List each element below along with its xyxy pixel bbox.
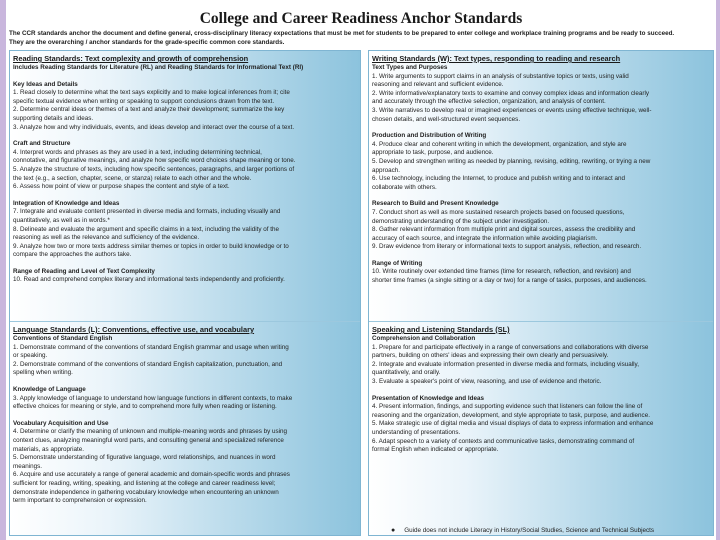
standard-line: 4. Produce clear and coherent writing in which the development, organization, and style are [372, 140, 627, 148]
standard-line: shorter time frames (a single sitting or a day or two) for a range of tasks, purposes, and audiences. [372, 277, 647, 285]
standard-line: 2. Integrate and evaluate information presented in diverse media and formats, including visually, [372, 360, 639, 368]
standard-line: 3. Apply knowledge of language to understand how language functions in different contexts, to make [13, 394, 293, 402]
standard-line: 4. Present information, findings, and supporting evidence such that listeners can follow the line of [372, 403, 643, 411]
standard-line: meanings. [13, 462, 43, 470]
standard-line: 10. Write routinely over extended time frames (time for research, reflection, and revision) and [372, 268, 631, 276]
standard-line: 6. Acquire and use accurately a range of general academic and domain-specific words and phrases [13, 471, 290, 479]
standard-line: reasoning as well as the relevance and sufficiency of the evidence. [13, 234, 200, 242]
writing-group-production [372, 132, 710, 192]
reading-group-craft [13, 140, 357, 192]
standard-line: 8. Delineate and evaluate the argument and specific claims in a text, including the validity of the [13, 225, 280, 233]
standard-line: 6. Adapt speech to a variety of contexts and communicative tasks, demonstrating command of [372, 437, 635, 445]
standard-line: effective choices for meaning or style, and to comprehend more fully when reading or listening. [13, 403, 277, 411]
group-title: Range of Reading and Level of Text Complexity [13, 267, 155, 275]
writing-group-text-types [372, 64, 710, 124]
standard-line: demonstrate independence in gathering vocabulary knowledge when encountering an unknown [13, 488, 279, 496]
standard-line: 5. Make strategic use of digital media and visual displays of data to express information and enhance [372, 420, 654, 428]
speaking-section [369, 325, 713, 455]
group-title: Conventions of Standard English [13, 335, 113, 342]
standard-line: reasoning and relevant and sufficient evidence. [372, 81, 504, 89]
reading-group-range [13, 268, 357, 285]
speaking-group-presentation [372, 395, 710, 455]
standard-line: 2. Write informative/explanatory texts to examine and convey complex ideas and information clearly [372, 89, 650, 97]
standard-line: context clues, analyzing meaningful word parts, and consulting general and specialized reference [13, 436, 284, 444]
group-title: Text Types and Purposes [372, 64, 448, 71]
speaking-group-comprehension [372, 335, 710, 387]
group-title: Presentation of Knowledge and Ideas [372, 394, 484, 402]
standard-line: partners, building on others' ideas and expressing their own clearly and persuasively. [372, 352, 609, 360]
intro-line: They are the overarching / anchor standards for the grade-specific common core standards. [9, 38, 285, 46]
standard-line: 3. Evaluate a speaker's point of view, reasoning, and use of evidence and rhetoric. [372, 377, 602, 385]
group-title: Production and Distribution of Writing [372, 132, 487, 140]
standard-line: demonstrating understanding of the subject under investigation. [372, 217, 550, 225]
footnote [391, 527, 654, 534]
standard-line: reasoning and the organization, development, and style appropriate to task, purpose, and audience. [372, 411, 650, 419]
standard-line: quantitatively, and orally. [372, 369, 441, 377]
right-column [368, 50, 714, 536]
standard-line: 10. Read and comprehend complex literary and informational texts independently and proficiently. [13, 276, 285, 284]
writing-section [369, 54, 713, 286]
standard-line: supporting details and ideas. [13, 114, 94, 122]
standard-line: connotative, and figurative meanings, and analyze how specific word choices shape meaning or tone. [13, 157, 296, 165]
standard-line: formal English when indicated or appropriate. [372, 446, 499, 454]
standard-line: 9. Draw evidence from literary or informational texts to support analysis, reflection, and research. [372, 243, 642, 251]
footnote-text: Guide does not include Literacy in History/Social Studies, Science and Technical Subjects [404, 527, 655, 534]
writing-heading: Writing Standards (W): Text types, responding to reading and research [372, 54, 621, 63]
standard-line: 4. Determine or clarify the meaning of unknown and multiple-meaning words and phrases by using [13, 428, 288, 436]
group-title: Integration of Knowledge and Ideas [13, 199, 120, 207]
standard-line: 6. Assess how point of view or purpose shapes the content and style of a text. [13, 183, 230, 191]
language-group-vocabulary [13, 420, 357, 506]
standard-line: accuracy of each source, and integrate the information while avoiding plagiarism. [372, 234, 598, 242]
standard-line: 5. Analyze the structure of texts, including how specific sentences, paragraphs, and larger portions of [13, 165, 295, 173]
standard-line: collaborate with others. [372, 183, 437, 191]
standard-line: approach. [372, 166, 401, 174]
reading-group-integration [13, 200, 357, 260]
standard-line: specific textual evidence when writing or speaking to support conclusions drawn from the text. [13, 97, 275, 105]
standard-line: materials, as appropriate. [13, 445, 85, 453]
standard-line: 4. Interpret words and phrases as they are used in a text, including determining technical, [13, 148, 262, 156]
standard-line: 1. Demonstrate command of the conventions of standard English grammar and usage when writing [13, 343, 289, 351]
standard-line: 1. Prepare for and participate effectively in a range of conversations and collaborations with diverse [372, 343, 649, 351]
standard-line: 3. Analyze how and why individuals, events, and ideas develop and interact over the course of a text. [13, 123, 295, 131]
standard-line: spelling when writing. [13, 369, 73, 377]
standard-line: understanding of presentations. [372, 428, 461, 436]
left-column [9, 50, 361, 536]
language-section [10, 325, 360, 506]
standard-line: 9. Analyze how two or more texts address similar themes or topics in order to build knowledge or to [13, 242, 289, 250]
standard-line: 6. Use technology, including the Internet, to produce and publish writing and to interact and [372, 175, 625, 183]
standard-line: the text (e.g., a section, chapter, scene, or stanza) relate to each other and the whole. [13, 174, 252, 182]
section-divider [369, 321, 713, 322]
document-page [6, 0, 716, 540]
speaking-heading: Speaking and Listening Standards (SL) [372, 325, 510, 334]
standard-line: 2. Demonstrate command of the conventions of standard English capitalization, punctuation, and [13, 360, 283, 368]
standard-line: quantitatively, as well as in words.* [13, 216, 110, 224]
intro-line: The CCR standards anchor the document and define general, cross-disciplinary literacy expectations that must be met for students to be prepared to enter college and workplace training programs and be ready to succeed. [9, 30, 675, 37]
language-heading: Language Standards (L): Conventions, effective use, and vocabulary [13, 325, 255, 334]
standard-line: appropriate to task, purpose, and audience. [372, 149, 494, 157]
standard-line: 7. Conduct short as well as more sustained research projects based on focused questions, [372, 208, 625, 216]
language-group-conventions [13, 335, 357, 378]
reading-heading: Reading Standards: Text complexity and growth of comprehension [13, 54, 249, 63]
group-title: Comprehension and Collaboration [372, 335, 476, 342]
page-title: College and Career Readiness Anchor Standards [199, 10, 523, 27]
reading-section [10, 54, 360, 285]
standard-line: 7. Integrate and evaluate content presented in diverse media and formats, including visually and [13, 208, 281, 216]
reading-subheading: Includes Reading Standards for Literature (RL) and Reading Standards for Informational Text (RI) [13, 64, 304, 71]
group-title: Vocabulary Acquisition and Use [13, 419, 109, 427]
group-title: Knowledge of Language [13, 385, 86, 393]
group-title: Research to Build and Present Knowledge [372, 200, 499, 208]
reading-group-key-ideas [13, 81, 357, 133]
writing-group-range [372, 260, 710, 286]
intro-text [9, 30, 709, 47]
standard-line: term important to comprehension or expression. [13, 497, 147, 505]
standard-line: and accurately through the effective selection, organization, and analysis of content. [372, 98, 606, 106]
writing-group-research [372, 200, 710, 252]
standard-line: or speaking. [13, 352, 48, 360]
group-title: Key Ideas and Details [13, 80, 78, 88]
standard-line: chosen details, and well-structured event sequences. [372, 115, 521, 123]
standard-line: 3. Write narratives to develop real or imagined experiences or events using effective technique, well- [372, 106, 652, 114]
standard-line: 5. Demonstrate understanding of figurative language, word relationships, and nuances in word [13, 454, 276, 462]
standard-line: 5. Develop and strengthen writing as needed by planning, revising, editing, rewriting, or trying a new [372, 157, 651, 165]
section-divider [10, 321, 360, 322]
standard-line: 2. Determine central ideas or themes of a text and analyze their development; summarize the key [13, 106, 285, 114]
group-title: Range of Writing [372, 259, 423, 267]
group-title: Craft and Structure [13, 140, 71, 148]
standard-line: 8. Gather relevant information from multiple print and digital sources, assess the credibility and [372, 226, 636, 234]
language-group-knowledge [13, 386, 357, 412]
standard-line: compare the approaches the authors take. [13, 251, 132, 259]
standard-line: 1. Write arguments to support claims in an analysis of substantive topics or texts, using valid [372, 72, 629, 80]
standard-line: sufficient for reading, writing, speaking, and listening at the college and career readiness level; [13, 479, 276, 487]
bullet-icon: ● [391, 527, 396, 534]
standard-line: 1. Read closely to determine what the text says explicitly and to make logical inferences from it; cite [13, 89, 290, 97]
